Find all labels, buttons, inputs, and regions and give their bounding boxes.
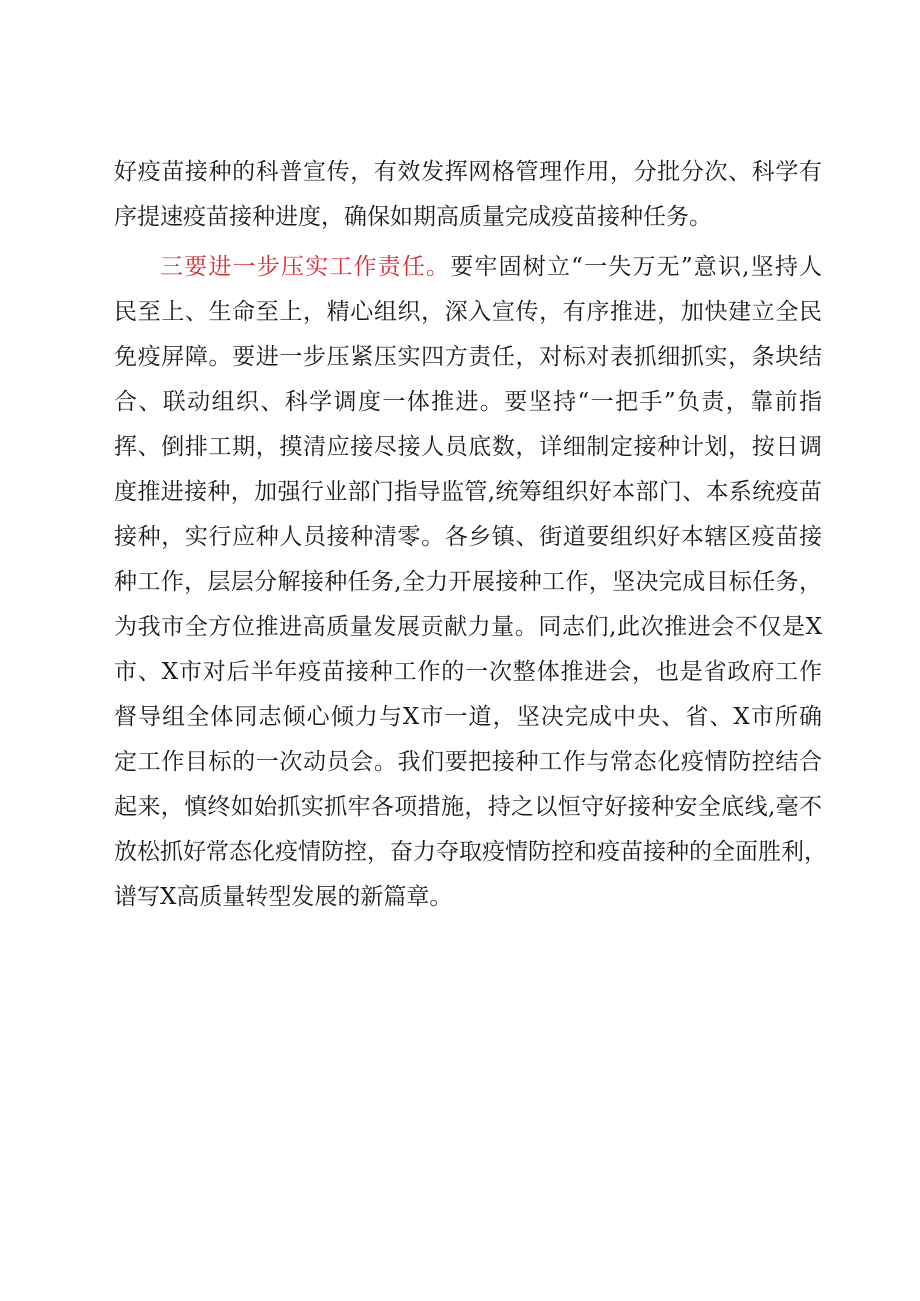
paragraph-2-line: 起来，慎终如始抓实抓牢各项措施，持之以恒守好接种安全底线,毫不 [114, 794, 822, 820]
paragraph-1-line: 好疫苗接种的科普宣传，有效发挥网格管理作用，分批分次、科学有 [114, 159, 822, 185]
paragraph-2-line: 谱写X高质量转型发展的新篇章。 [114, 884, 453, 910]
paragraph-2-line: 放松抓好常态化疫情防控，奋力夺取疫情防控和疫苗接种的全面胜利， [114, 839, 827, 865]
paragraph-2-line: 种工作，层层分解接种任务,全力开展接种工作，坚决完成目标任务， [114, 569, 822, 595]
paragraph-2-line: 督导组全体同志倾心倾力与X市一道，坚决完成中央、省、X市所确 [114, 704, 822, 730]
paragraph-2-line: 免疫屏障。要进一步压紧压实四方责任，对标对表抓细抓实，条块结 [114, 344, 822, 370]
paragraph-2-first-line [114, 245, 822, 290]
paragraph-2-line: 市、X市对后半年疫苗接种工作的一次整体推进会，也是省政府工作 [114, 659, 822, 685]
document-body [114, 150, 827, 920]
paragraph-2-line: 度推进接种，加强行业部门指导监管,统筹组织好本部门、本系统疫苗 [114, 479, 822, 505]
paragraph-2-line: 定工作目标的一次动员会。我们要把接种工作与常态化疫情防控结合 [114, 749, 822, 775]
section-heading: 三要进一步压实工作责任。 [160, 254, 451, 280]
paragraph-2-line: 合、联动组织、科学调度一体推进。要坚持“一把手”负责，靠前指 [114, 389, 822, 415]
paragraph-2-line: 接种，实行应种人员接种清零。各乡镇、街道要组织好本辖区疫苗接 [114, 524, 822, 550]
paragraph-2 [114, 245, 827, 920]
paragraph-2-line: 挥、倒排工期，摸清应接尽接人员底数，详细制定接种计划，按日调 [114, 434, 822, 460]
paragraph-1-line: 序提速疫苗接种进度，确保如期高质量完成疫苗接种任务。 [114, 204, 712, 230]
paragraph-2-line: 为我市全方位推进高质量发展贡献力量。同志们,此次推进会不仅是X [114, 614, 822, 640]
paragraph-2-first-line-text: 要牢固树立“一失万无”意识,坚持人 [450, 254, 823, 280]
paragraph-1 [114, 150, 822, 240]
paragraph-2-line: 民至上、生命至上，精心组织，深入宣传，有序推进，加快建立全民 [114, 299, 822, 325]
